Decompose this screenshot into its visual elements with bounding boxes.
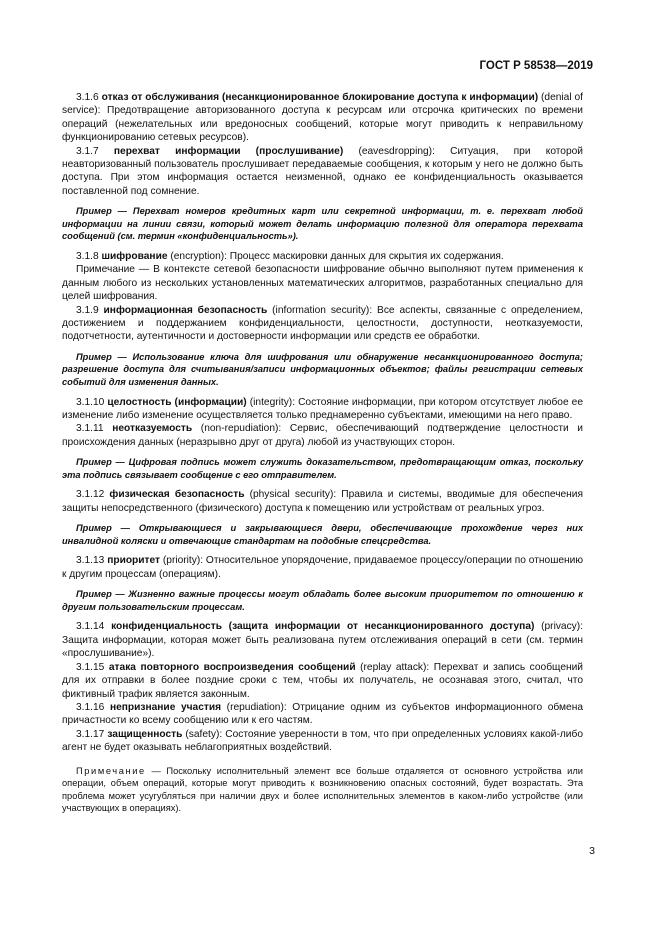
term-3-1-15: 3.1.15 атака повторного воспроизведения сообщений (replay attack): Перехват и запись сообщений для их отправки в более поздние сроки с тем, чтобы их получатель, не осознавая этого, считал, что фиктивный трафик является законным. (62, 661, 583, 700)
note-3-1-8: Примечание — В контексте сетевой безопасности шифрование обычно выполняют путем применения к данным любого из нескольких установленных математических алгоритмов, разработанных специально для целей шифрования. (62, 264, 583, 303)
term-3-1-11: 3.1.11 неотказуемость (non-repudiation): Сервис, обеспечивающий подтверждение целостности и происхождения данных (неразрывно друг от друга) любой из участвующих сторон. (62, 423, 583, 448)
page-number: 3 (589, 845, 595, 857)
example-3-1-9: Пример — Использование ключа для шифрования или обнаружение несанкционированного доступа; разрешение доступа для считывания/записи информационных объектов; файлы регистрации сетевых событий для изменения данных. (62, 351, 583, 388)
example-3-1-12: Пример — Открывающиеся и закрывающиеся двери, обеспечивающие прохождение через них инвалидной коляски и отвечающие стандартам на подобные спецсредства. (62, 523, 583, 546)
term-3-1-8: 3.1.8 шифрование (encryption): Процесс маскировки данных для скрытия их содержания. (76, 251, 504, 263)
term-title: физическая безопасность (109, 489, 245, 501)
term-title: приоритет (107, 555, 161, 567)
term-3-1-14: 3.1.14 конфиденциальность (защита информации от несанкционированного доступа) (privacy): Защита информации, которая может быть реализована путем отслеживания операций в сети (см. термин «прослушивание»). (62, 621, 583, 660)
document-code: ГОСТ Р 58538—2019 (479, 60, 593, 72)
page-content (62, 91, 583, 824)
term-title: защищенность (107, 728, 183, 740)
note-label: Примечание (76, 765, 146, 776)
term-3-1-12: 3.1.12 физическая безопасность (physical security): Правила и системы, вводимые для обеспечения защиты непосредственного (физического) доступа к помещению или устройствам от реальных угроз. (62, 489, 583, 514)
term-title: непризнание участия (109, 701, 222, 713)
term-title: атака повторного воспроизведения сообщений (108, 661, 356, 673)
term-3-1-9: 3.1.9 информационная безопасность (information security): Все аспекты, связанные с определением, достижением и поддержанием конфиденциальности, целостности, доступности, неотказуемости, подотчетности, аутентичности и достоверности информации или средств ее обработки. (62, 304, 583, 343)
term-3-1-7: 3.1.7 перехват информации (прослушивание) (eavesdropping): Ситуация, при которой неавторизованный пользователь прослушивает передаваемые сообщения, к которым у него не должно быть доступа. При этом информация остается неизменной, однако ее конфиденциальность оказывается поставленной под сомнение. (62, 145, 583, 197)
final-note: Примечание — Поскольку исполнительный элемент все больше отдаляется от основного устройства или операции, объем операций, которые могут приводить к возникновению опасных состояний, будет возрастать. Эта проблема может усугубляться при наличии двух и более исполнительных элементов в каком-либо устройстве (или участвующих в операциях). (62, 765, 583, 814)
example-3-1-7: Пример — Перехват номеров кредитных карт или секретной информации, т. е. перехват любой информации на линии связи, который может делать информацию полезной для оператора перехвата сообщений (см. термин «конфиденциальность»). (62, 206, 583, 242)
term-3-1-13: 3.1.13 приоритет (priority): Относительное упорядочение, придаваемое процессу/операции по отношению к другим процессам (операциям). (62, 555, 583, 580)
term-title: информационная безопасность (103, 304, 268, 316)
term-3-1-16: 3.1.16 непризнание участия (repudiation): Отрицание одним из субъектов информационного обмена причастности ко всему сообщению или к его частям. (62, 701, 583, 727)
term-title: перехват информации (прослушивание) (113, 145, 344, 157)
term-title: неотказуемость (112, 423, 193, 435)
term-title: целостность (информации) (107, 396, 247, 408)
term-title: отказ от обслуживания (несанкционированное блокирование доступа к информации) (101, 92, 539, 103)
term-3-1-17: 3.1.17 защищенность (safety): Состояние уверенности в том, что при определенных условиях какой-либо агент не будет оказывать неблагоприятных воздействий. (62, 728, 583, 754)
example-3-1-11: Пример — Цифровая подпись может служить доказательством, предотвращающим отказ, поскольку эта подпись связывает сообщение с его отправителем. (62, 457, 583, 480)
term-3-1-6: 3.1.6 отказ от обслуживания (несанкционированное блокирование доступа к информации) (denial of service): Предотвращение авторизованного доступа к ресурсам или отсрочка критических по времени операций (нежелательных или вредоносных сообщений, которые могут приводить к неправильному функционированию сетевых ресурсов). (62, 92, 584, 144)
term-title: конфиденциальность (защита информации от несанкционированного доступа) (111, 621, 535, 633)
term-3-1-10: 3.1.10 целостность (информации) (integrity): Состояние информации, при котором отсутствует любое ее изменение либо изменение осуществляется только преднамеренно субъектами, имеющими на него право. (62, 396, 583, 422)
term-title: шифрование (101, 251, 168, 263)
example-3-1-13: Пример — Жизненно важные процессы могут обладать более высоким приоритетом по отношению к другим пользовательским процессам. (62, 589, 583, 612)
